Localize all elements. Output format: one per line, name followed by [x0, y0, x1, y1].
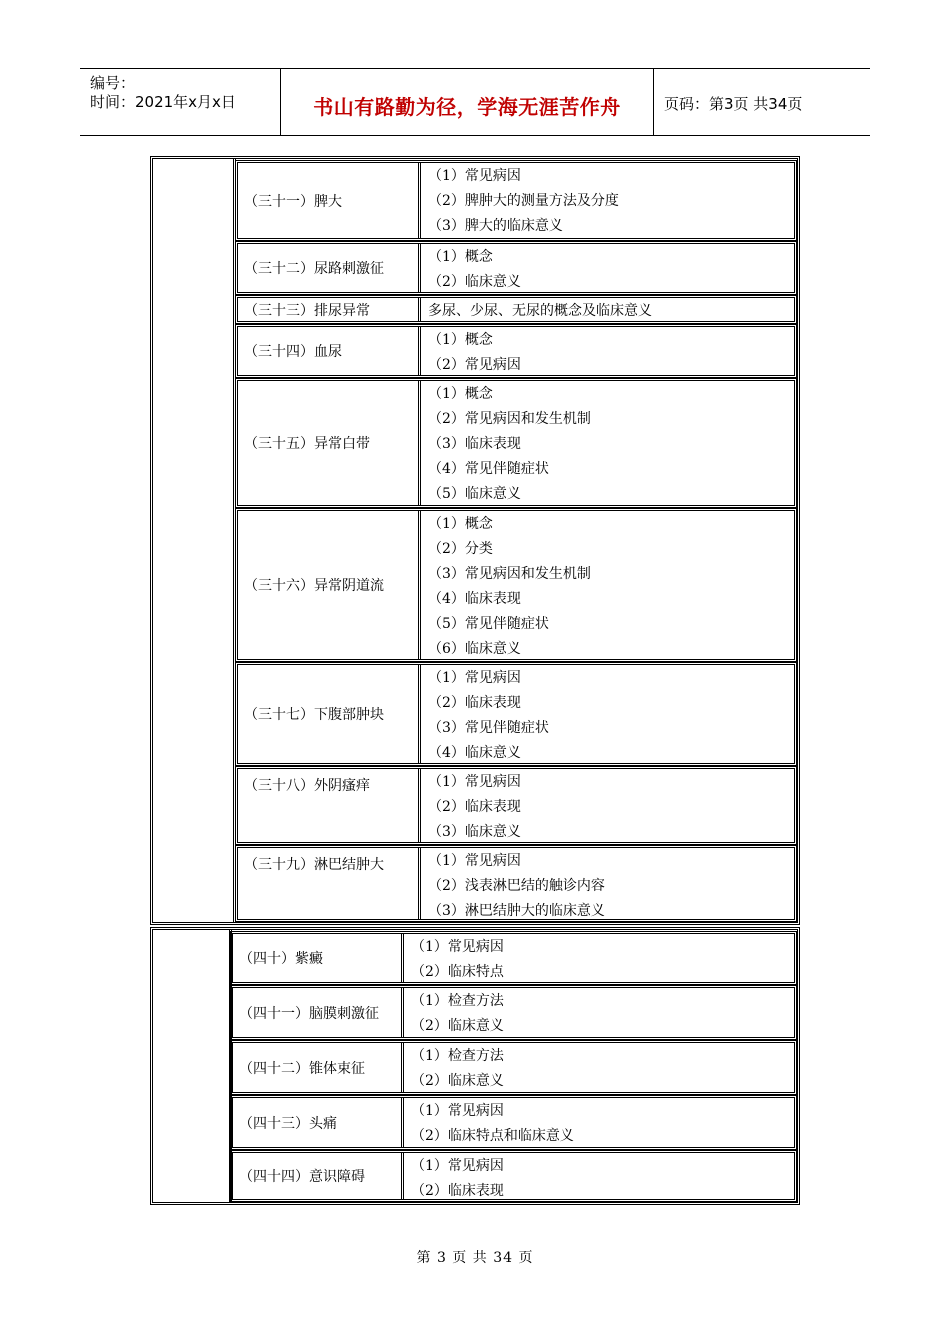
header-page-cell — [654, 69, 870, 135]
topic-details — [404, 1098, 794, 1147]
topic-details — [421, 381, 794, 505]
topic-details — [421, 848, 794, 919]
detail-item: （2）临床特点和临床意义 — [411, 1128, 574, 1144]
topic-label: （四十四）意识障碍 — [233, 1153, 404, 1199]
topic-details — [404, 934, 794, 982]
topic-details — [421, 511, 794, 659]
number-label: 编号： — [90, 74, 136, 92]
detail-item: （6）临床意义 — [428, 641, 521, 657]
detail-item: （5）临床意义 — [428, 486, 521, 502]
table-row — [235, 845, 797, 922]
page-footer: 第 3 页 共 34 页 — [416, 1250, 534, 1266]
topic-details — [404, 1043, 794, 1092]
detail-item: （1）概念 — [428, 249, 493, 265]
detail-item: （4）临床表现 — [428, 591, 521, 607]
topic-label: （四十三）头痛 — [233, 1098, 404, 1147]
table-row — [235, 160, 797, 241]
table-row — [230, 1040, 797, 1095]
detail-item: （2）常见病因 — [428, 357, 521, 373]
detail-item: （1）概念 — [428, 386, 493, 402]
topic-details — [404, 988, 794, 1037]
topic-label: （四十一）脑膜刺激征 — [233, 988, 404, 1037]
topic-label: （四十二）锥体束征 — [233, 1043, 404, 1092]
topic-details — [421, 298, 794, 321]
topic-label: （三十三）排尿异常 — [238, 298, 421, 321]
table-row — [235, 241, 797, 295]
detail-item: （3）常见病因和发生机制 — [428, 566, 591, 582]
topic-label: （三十六）异常阴道流 — [238, 511, 421, 659]
time-label: 时间：2021年x月x日 — [90, 93, 236, 111]
detail-item: （2）常见病因和发生机制 — [428, 411, 591, 427]
detail-item: （1）概念 — [428, 332, 493, 348]
table-row — [235, 295, 797, 324]
detail-item: （3）脾大的临床意义 — [428, 218, 563, 234]
topic-label: （三十八）外阴瘙痒 — [238, 769, 421, 842]
page-header — [80, 68, 870, 136]
detail-item: （1）常见病因 — [428, 168, 521, 184]
detail-item: （1）常见病因 — [411, 1158, 504, 1174]
table-row — [235, 662, 797, 766]
detail-item: （3）淋巴结肿大的临床意义 — [428, 903, 605, 919]
topic-label: （三十一）脾大 — [238, 163, 421, 238]
topic-label: （三十二）尿路刺激征 — [238, 244, 421, 292]
detail-item: （2）临床意义 — [428, 274, 521, 290]
table-row — [230, 1095, 797, 1150]
topic-label: （三十七）下腹部肿块 — [238, 665, 421, 763]
topic-details — [421, 769, 794, 842]
topic-label: （三十四）血尿 — [238, 327, 421, 375]
detail-item: （2）脾肿大的测量方法及分度 — [428, 193, 619, 209]
topic-details — [404, 1153, 794, 1199]
detail-item: （4）临床意义 — [428, 745, 521, 761]
detail-item: （1）常见病因 — [428, 670, 521, 686]
detail-item: （2）临床特点 — [411, 964, 504, 980]
table-row — [235, 766, 797, 845]
table-row — [230, 931, 797, 985]
detail-item: （4）常见伴随症状 — [428, 461, 549, 477]
detail-item: （2）浅表淋巴结的触诊内容 — [428, 878, 605, 894]
detail-item: （1）常见病因 — [428, 774, 521, 790]
detail-item: （3）临床意义 — [428, 824, 521, 840]
detail-item: （1）检查方法 — [411, 1048, 504, 1064]
detail-item: （2）临床意义 — [411, 1018, 504, 1034]
detail-item: （2）临床表现 — [411, 1183, 504, 1199]
topic-label: （三十五）异常白带 — [238, 381, 421, 505]
detail-item: （1）常见病因 — [428, 853, 521, 869]
detail-item: （2）临床表现 — [428, 799, 521, 815]
table-row — [230, 985, 797, 1040]
detail-item: （1）常见病因 — [411, 1103, 504, 1119]
detail-item: （1）常见病因 — [411, 939, 504, 955]
detail-item: （2）临床意义 — [411, 1073, 504, 1089]
table-row — [235, 508, 797, 662]
detail-item: （1）概念 — [428, 516, 493, 532]
detail-item: 多尿、少尿、无尿的概念及临床意义 — [428, 303, 652, 319]
topic-label: （四十）紫癜 — [233, 934, 404, 982]
detail-item: （3）常见伴随症状 — [428, 720, 549, 736]
table-row — [230, 1150, 797, 1202]
table-row — [235, 378, 797, 508]
detail-item: （2）分类 — [428, 541, 493, 557]
motto: 书山有路勤为径，学海无涯苦作舟 — [313, 95, 621, 119]
table-row — [235, 324, 797, 378]
detail-item: （5）常见伴随症状 — [428, 616, 549, 632]
header-motto-cell — [281, 69, 654, 135]
header-info-cell — [80, 69, 281, 135]
page-number-label: 页码：第3页 共34页 — [664, 95, 803, 113]
detail-item: （1）检查方法 — [411, 993, 504, 1009]
topic-details — [421, 327, 794, 375]
topic-details — [421, 665, 794, 763]
detail-item: （2）临床表现 — [428, 695, 521, 711]
topic-label: （三十九）淋巴结肿大 — [238, 848, 421, 919]
detail-item: （3）临床表现 — [428, 436, 521, 452]
topic-details — [421, 244, 794, 292]
topic-details — [421, 163, 794, 238]
